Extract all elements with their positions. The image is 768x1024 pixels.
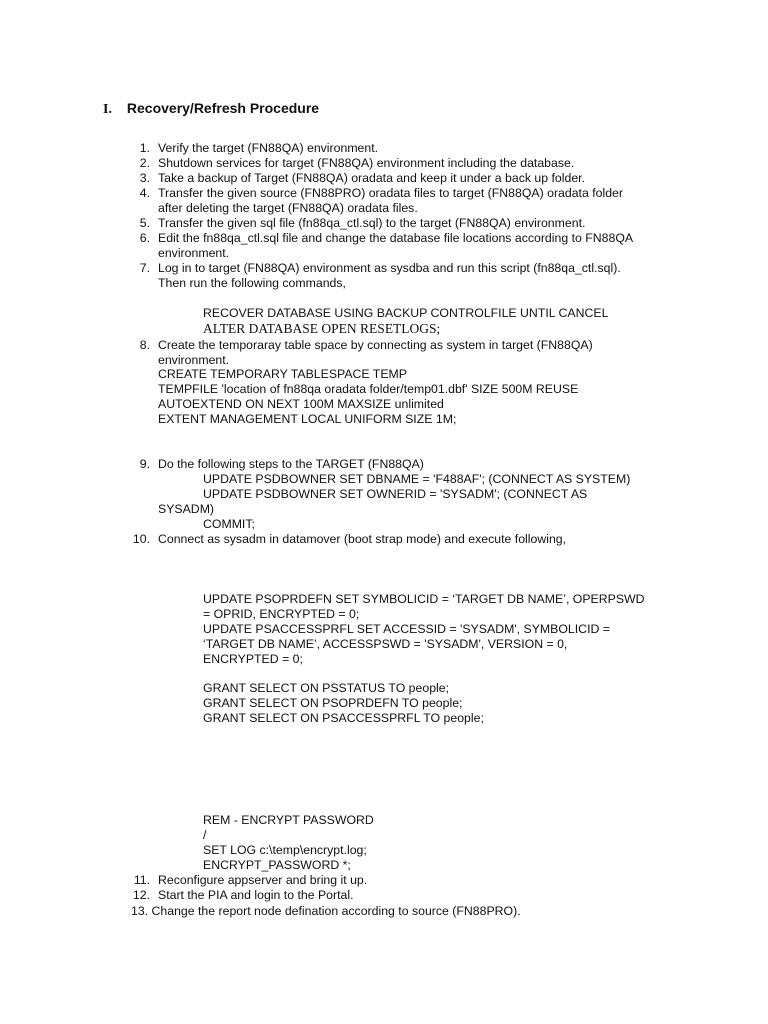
step-number: 9. <box>139 457 150 471</box>
code-tempfile: TEMPFILE 'location of fn88qa oradata folder/temp01.dbf' SIZE 500M REUSE <box>158 382 579 396</box>
code-update-psaccessprfl-end: ENCRYPTED = 0; <box>203 652 303 666</box>
code-update-psaccessprfl: UPDATE PSACCESSPRFL SET ACCESSID = 'SYSADM', SYMBOLICID = <box>203 622 610 636</box>
step-text: Shutdown services for target (FN88QA) environment including the database. <box>158 156 575 170</box>
code-grant-psoprdefn: GRANT SELECT ON PSOPRDEFN TO people; <box>203 696 463 710</box>
step-text: Reconfigure appserver and bring it up. <box>158 873 368 887</box>
code-create-temp-tablespace: CREATE TEMPORARY TABLESPACE TEMP <box>158 367 407 381</box>
step-number: 12. <box>132 888 150 902</box>
step-number: 11. <box>133 873 150 887</box>
step-text: Verify the target (FN88QA) environment. <box>158 141 379 155</box>
step-number: 10. <box>132 532 150 546</box>
code-extent-management: EXTENT MANAGEMENT LOCAL UNIFORM SIZE 1M; <box>158 412 457 426</box>
step-4-continued: after deleting the target (FN88QA) oradata files. <box>158 201 418 215</box>
code-update-dbname: UPDATE PSDBOWNER SET DBNAME = 'F488AF'; (CONNECT AS SYSTEM) <box>203 472 631 486</box>
code-encrypt-password: ENCRYPT_PASSWORD *; <box>203 858 351 872</box>
step-number: 7. <box>139 261 150 275</box>
step-text: Log in to target (FN88QA) environment as sysdba and run this script (fn88qa_ctl.sql). <box>158 261 621 275</box>
step-text: Start the PIA and login to the Portal. <box>158 888 354 902</box>
code-alter-database: ALTER DATABASE OPEN RESETLOGS; <box>203 321 441 336</box>
section-heading <box>103 100 319 118</box>
code-commit: COMMIT; <box>203 517 255 531</box>
code-update-psoprdefn-continued: = OPRID, ENCRYPTED = 0; <box>203 607 360 621</box>
step-text: Take a backup of Target (FN88QA) oradata and keep it under a back up folder. <box>158 171 586 185</box>
step-text: Edit the fn88qa_ctl.sql file and change the database file locations according to FN88QA <box>158 231 634 245</box>
step-number: 6. <box>139 231 150 245</box>
step-6-continued: environment. <box>158 246 230 260</box>
section-number: I. <box>103 102 112 117</box>
code-rem-encrypt: REM - ENCRYPT PASSWORD <box>203 813 374 827</box>
step-number: 4. <box>139 186 150 200</box>
code-grant-psstatus: GRANT SELECT ON PSSTATUS TO people; <box>203 681 450 695</box>
code-update-ownerid-continued: SYSADM) <box>158 502 215 516</box>
step-13: 13. Change the report node defination according to source (FN88PRO). <box>131 904 521 918</box>
section-title: Recovery/Refresh Procedure <box>126 100 320 116</box>
step-8-continued: environment. <box>158 353 230 367</box>
code-grant-psaccessprfl: GRANT SELECT ON PSACCESSPRFL TO people; <box>203 711 484 725</box>
step-text: Transfer the given source (FN88PRO) oradata files to target (FN88QA) oradata folder <box>158 186 623 200</box>
step-text: Connect as sysadm in datamover (boot strap mode) and execute following, <box>158 532 567 546</box>
step-number: 8. <box>139 338 150 352</box>
step-text: Create the temporaray table space by connecting as system in target (FN88QA) <box>158 338 593 352</box>
code-slash: / <box>203 828 207 842</box>
code-recover-database: RECOVER DATABASE USING BACKUP CONTROLFILE UNTIL CANCEL <box>203 306 609 320</box>
code-set-log: SET LOG c:\temp\encrypt.log; <box>203 843 367 857</box>
code-update-ownerid: UPDATE PSDBOWNER SET OWNERID = 'SYSADM'; (CONNECT AS <box>203 487 588 501</box>
step-number: 2. <box>139 156 150 170</box>
step-number: 3. <box>139 171 150 185</box>
step-7-continued: Then run the following commands, <box>158 276 346 290</box>
code-update-psaccessprfl-continued: ‘TARGET DB NAME’, ACCESSPSWD = 'SYSADM', VERSION = 0, <box>203 637 568 651</box>
step-number: 5. <box>139 216 150 230</box>
code-update-psoprdefn: UPDATE PSOPRDEFN SET SYMBOLICID = ‘TARGET DB NAME’, OPERPSWD <box>203 592 645 606</box>
step-text: Transfer the given sql file (fn88qa_ctl.sql) to the target (FN88QA) environment. <box>158 216 586 230</box>
step-text: Do the following steps to the TARGET (FN88QA) <box>158 457 424 471</box>
step-number: 1. <box>139 141 150 155</box>
code-autoextend: AUTOEXTEND ON NEXT 100M MAXSIZE unlimited <box>158 397 444 411</box>
